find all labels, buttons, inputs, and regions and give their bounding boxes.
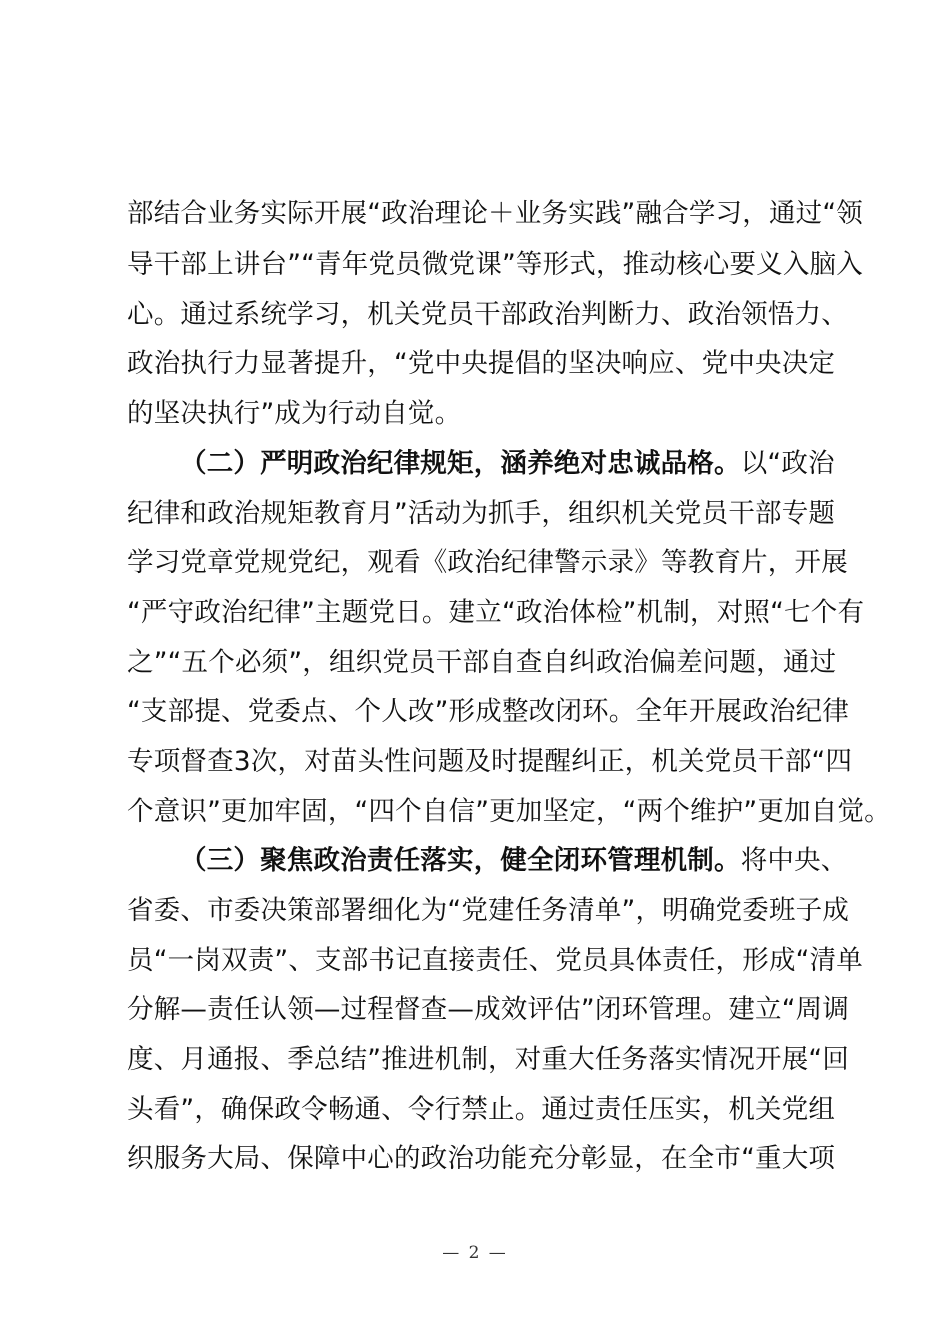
- body-line: 政治执行力显著提升，“党中央提倡的坚决响应、党中央决定: [127, 348, 836, 379]
- body-line: 员“一岗双责”、支部书记直接责任、党员具体责任，形成“清单: [127, 945, 863, 976]
- body-line: 学习党章党规党纪，观看《政治纪律警示录》等教育片，开展: [127, 547, 848, 578]
- body-line: 头看”，确保政令畅通、令行禁止。通过责任压实，机关党组: [127, 1094, 836, 1125]
- body-line: 度、月通报、季总结”推进机制，对重大任务落实情况开展“回: [127, 1044, 850, 1075]
- page-number: — 2 —: [442, 1243, 508, 1263]
- body-line: 分解—责任认领—过程督查—成效评估”闭环管理。建立“周调: [127, 994, 850, 1025]
- body-line: 省委、市委决策部署细化为“党建任务清单”，明确党委班子成: [127, 895, 850, 926]
- body-line: 心。通过系统学习，机关党员干部政治判断力、政治领悟力、: [127, 299, 848, 330]
- body-line: 织服务大局、保障中心的政治功能充分彰显，在全市“重大项: [127, 1143, 836, 1174]
- body-line: 的坚决执行”成为行动自觉。: [127, 398, 462, 429]
- section-2-heading: （二）严明政治纪律规矩，涵养绝对忠诚品格。: [180, 448, 741, 479]
- section-3-heading: （三）聚焦政治责任落实，健全闭环管理机制。: [180, 845, 741, 876]
- body-line: 部结合业务实际开展“政治理论＋业务实践”融合学习，通过“领: [127, 198, 863, 229]
- section-3-first-line-text: 将中央、: [740, 845, 848, 876]
- body-line: “严守政治纪律”主题党日。建立“政治体检”机制，对照“七个有: [127, 597, 865, 628]
- body-line: “支部提、党委点、个人改”形成整改闭环。全年开展政治纪律: [127, 696, 850, 727]
- body-line: 个意识”更加牢固，“四个自信”更加坚定，“两个维护”更加自觉。: [127, 796, 891, 827]
- body-line: 纪律和政治规矩教育月”活动为抓手，组织机关党员干部专题: [127, 498, 836, 529]
- body-line: 专项督查3次，对苗头性问题及时提醒纠正，机关党员干部“四: [127, 746, 853, 777]
- body-line: 导干部上讲台”“青年党员微党课”等形式，推动核心要义入脑入: [127, 249, 863, 280]
- section-2-first-line: [180, 447, 835, 481]
- section-2-first-line-text: 以“政治: [740, 448, 835, 479]
- section-3-first-line: [180, 844, 848, 878]
- body-line: 之”“五个必须”，组织党员干部自查自纠政治偏差问题，通过: [127, 647, 837, 678]
